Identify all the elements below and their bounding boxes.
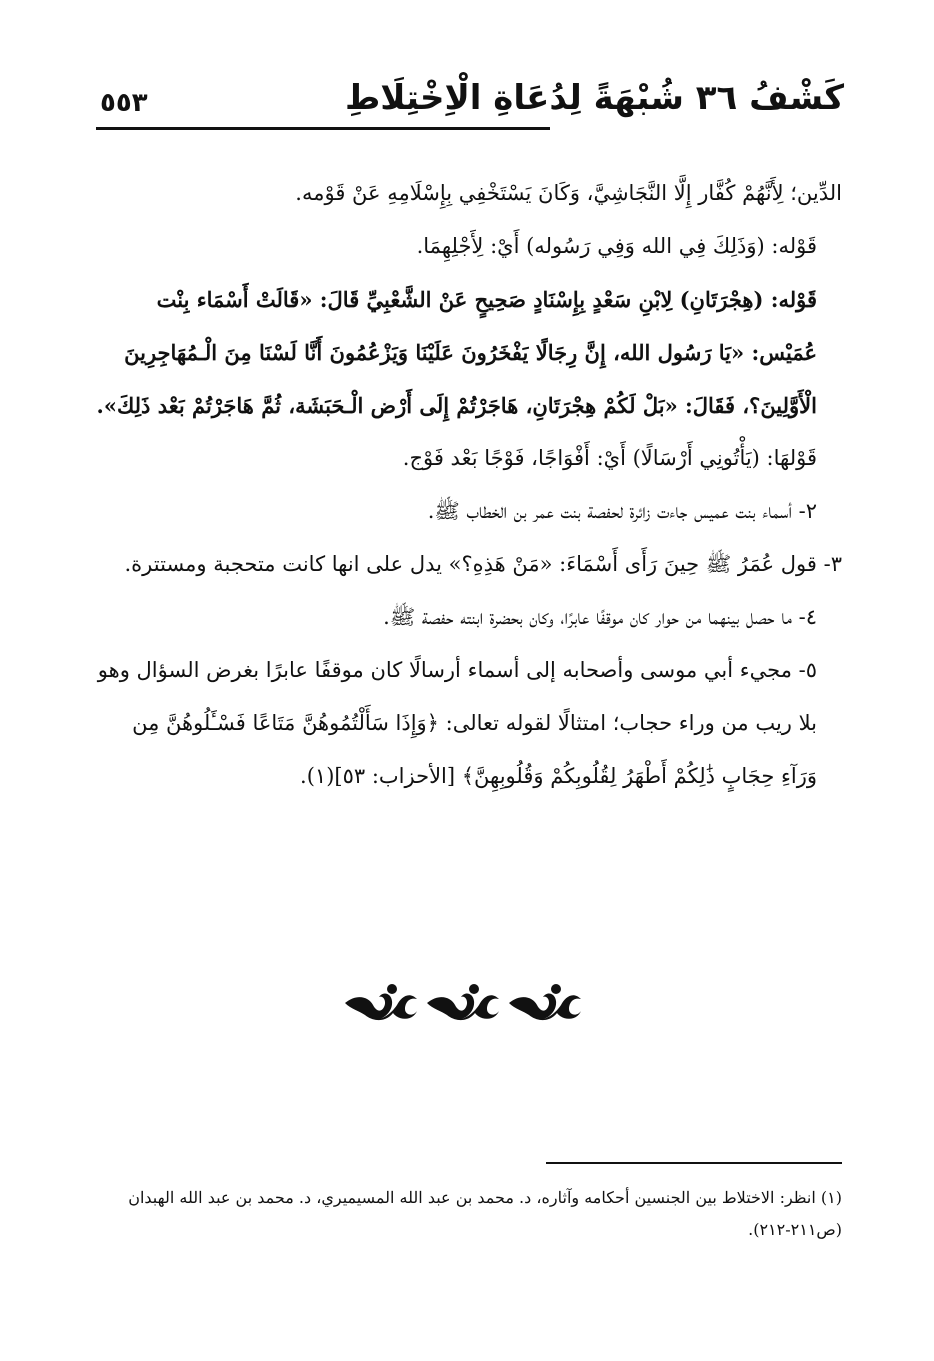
running-title: كَشْفُ ٣٦ شُبْهَةً لِدُعَاةِ الْاِخْتِلَاطِ	[344, 78, 844, 118]
main-text	[90, 167, 842, 803]
floral-divider-ornament	[343, 983, 588, 1023]
paragraph: ٢- أسماء بنت عميس جاءت زائرة لحفصة بنت عمر بن الخطاب ﷺ.	[427, 499, 817, 523]
paragraph: الدِّين؛ لِأَنَّهُمْ كُفَّار إِلَّا النَّجَاشِيَّ، وَكَانَ يَسْتَخْفِي بِإِسْلَامِهِ عَنْ قَوْمه.	[295, 181, 842, 205]
header-rule	[96, 127, 550, 130]
page-header	[82, 70, 852, 140]
ornament-motif	[345, 984, 417, 1020]
paragraph: قَوْلهَا: (يَأْتُونِي أَرْسَالًا) أَيْ: أَفْوَاجًا، فَوْجًا بَعْد فَوْج.	[402, 446, 817, 470]
paragraph: ٤- ما حصل بينهما من حوار كان موقفًا عابرًا، وكان بحضرة ابنته حفصة ﷺ.	[383, 605, 817, 629]
ornament-motif	[509, 984, 581, 1020]
footnote-rule	[546, 1162, 842, 1164]
paragraph: ٣- قول عُمَرُ ﷺ حِينَ رَأَى أَسْمَاءَ: «مَنْ هَذِهِ؟» يدل على انها كانت متحجبة ومستترة.	[124, 552, 842, 576]
paragraph: قَوْله: (هِجْرَتَانِ) لِابْنِ سَعْدٍ بِإِسْنَادٍ صَحِيحٍ عَنْ الشَّعْبِيِّ قَالَ: «قَالَتْ أَسْمَاء بِنْت عُمَيْس: «يَا رَسُول الله، إِنَّ رِجَالًا يَفْخَرُونَ عَلَيْنَا وَيَزْعُمُونَ أَنَّا لَسْنَا مِنَ الْـمُهَاجِرِينَ الْأَوَّلِينَ؟، فَقَالَ: «بَلْ لَكُمْ هِجْرَتَانِ، هَاجَرْتُمْ إِلَى أَرْض الْـحَبَشَة، ثُمَّ هَاجَرْتُمْ بَعْد ذَلِكَ».	[96, 287, 817, 418]
ornament-motif	[427, 984, 499, 1020]
paragraph: ٥- مجيء أبي موسى وأصحابه إلى أسماء أرسالًا كان موقفًا عابرًا بغرض السؤال وهو بلا ريب من وراء حجاب؛ امتثالًا لقوله تعالى: ﴿وَإِذَا سَأَلْتُمُوهُنَّ مَتَاعًا فَسْـَٔلُوهُنَّ مِن وَرَآءِ حِجَابٍ ذَٰلِكُمْ أَطْهَرُ لِقُلُوبِكُمْ وَقُلُوبِهِنَّ﴾ [الأحزاب: ٥٣](١).	[97, 658, 817, 788]
paragraph: قَوْله: (وَذَلِكَ فِي الله وَفِي رَسُوله) أَيْ: لِأَجْلِهِمَا.	[416, 234, 817, 258]
page-number: ٥٥٣	[100, 88, 148, 118]
footnote: (١) انظر: الاختلاط بين الجنسين أحكامه وآثاره، د. محمد بن عبد الله المسيميري، د. محمد بن عبد الله الهبدان (ص٢١١-٢١٢).	[128, 1188, 842, 1239]
